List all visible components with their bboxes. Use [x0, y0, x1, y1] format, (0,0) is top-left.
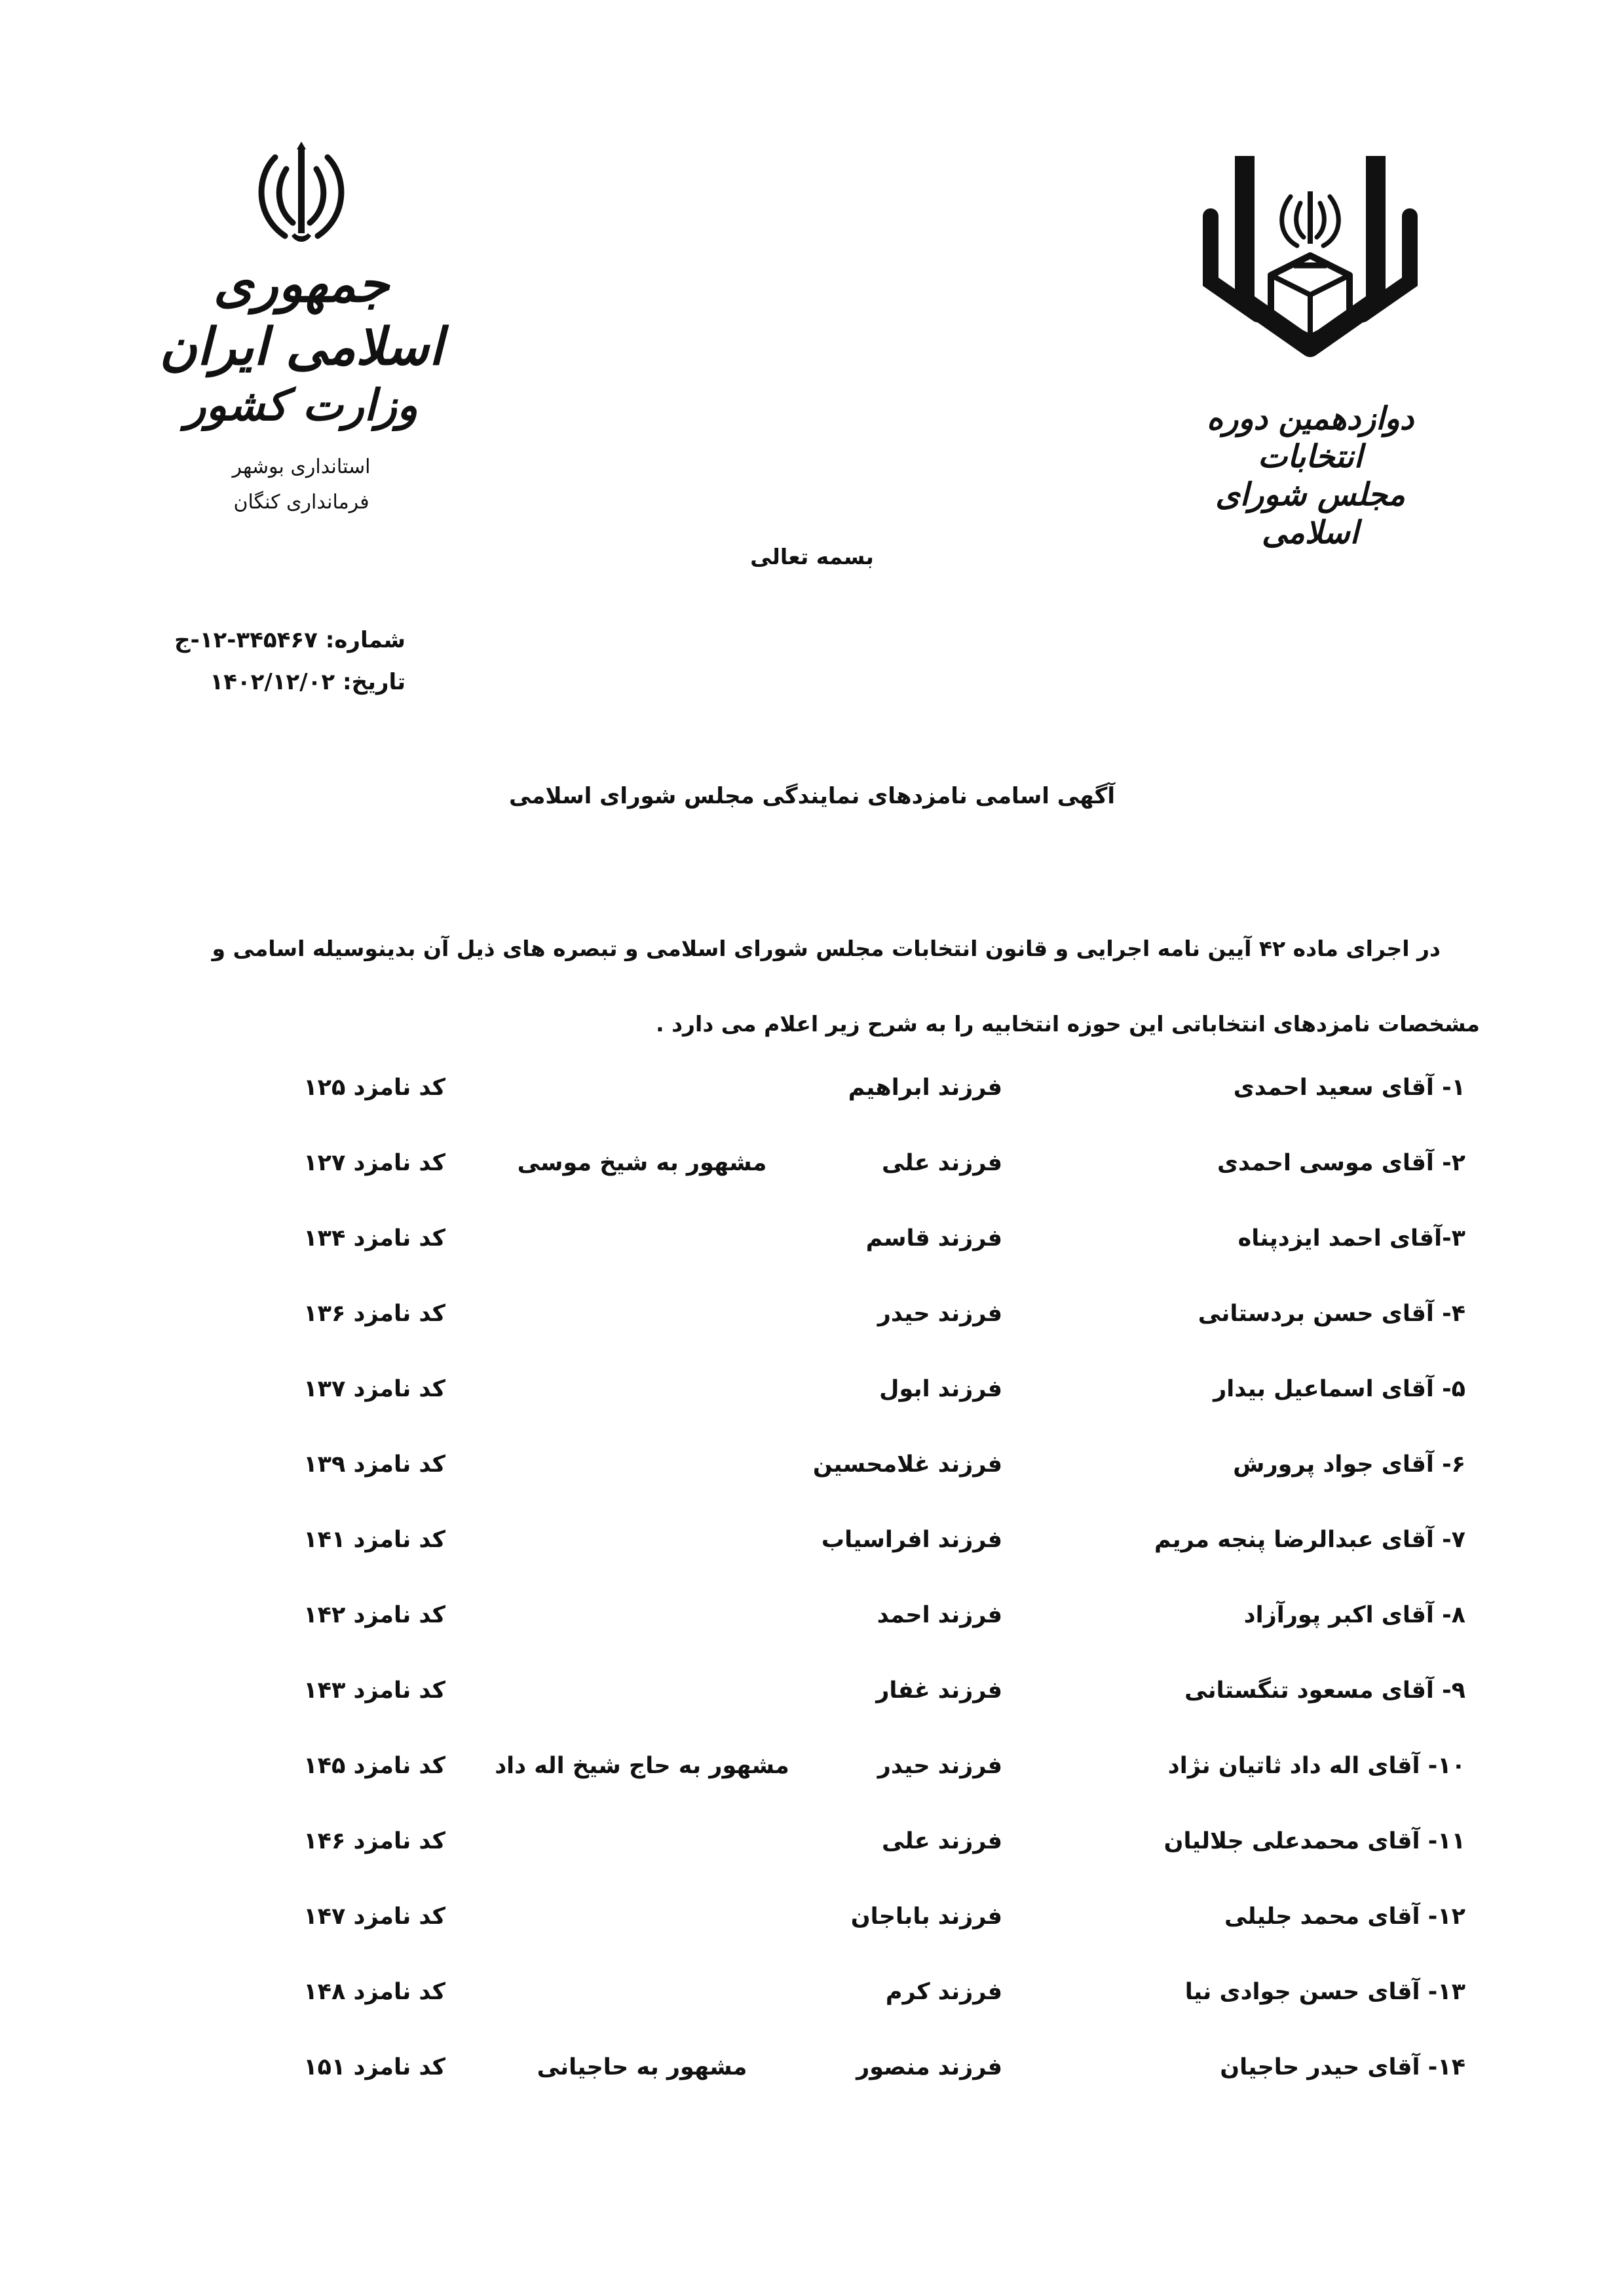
candidate-name: ۳-آقای احمد ایزدپناه — [1237, 1225, 1465, 1252]
intro-line-1: در اجرای ماده ۴۲ آیین نامه اجرایی و قانون انتخابات مجلس شورای اسلامی و تبصره های ذیل آن بدینوسیله اسامی و — [212, 936, 1441, 961]
candidate-code: کد نامزد ۱۴۱ — [303, 1527, 445, 1553]
candidate-father: فرزند غفار — [876, 1677, 1002, 1704]
candidate-name: ۵- آقای اسماعیل بیدار — [1213, 1376, 1465, 1402]
candidate-code: کد نامزد ۱۵۱ — [303, 2054, 445, 2080]
candidate-name: ۴- آقای حسن بردستانی — [1198, 1301, 1465, 1327]
candidate-father: فرزند علی — [882, 1150, 1002, 1176]
candidate-name: ۱- آقای سعید احمدی — [1233, 1075, 1465, 1101]
candidate-name: ۲- آقای موسی احمدی — [1217, 1150, 1465, 1176]
candidate-name: ۱۳- آقای حسن جوادی نیا — [1184, 1979, 1465, 2005]
candidate-father: فرزند حیدر — [877, 1301, 1002, 1327]
candidate-father: فرزند احمد — [877, 1602, 1002, 1628]
candidate-code: کد نامزد ۱۳۹ — [303, 1451, 445, 1478]
candidate-code: کد نامزد ۱۳۶ — [303, 1301, 445, 1327]
candidate-father: فرزند باباجان — [850, 1904, 1002, 1930]
candidate-list — [0, 1075, 1624, 2136]
candidate-code: کد نامزد ۱۴۶ — [303, 1828, 445, 1854]
candidate-father: فرزند کرم — [885, 1979, 1002, 2005]
ministry-header — [151, 138, 452, 520]
candidate-name: ۱۱- آقای محمدعلی جلالیان — [1163, 1828, 1465, 1854]
candidate-father: فرزند حیدر — [877, 1753, 1002, 1779]
candidate-name: ۱۲- آقای محمد جلیلی — [1224, 1904, 1465, 1930]
parliament-name: مجلس شورای اسلامی — [1215, 476, 1405, 551]
candidate-alias: مشهور به حاجیانی — [537, 2054, 747, 2080]
candidate-row — [0, 1602, 1624, 1648]
candidate-code: کد نامزد ۱۴۳ — [303, 1677, 445, 1704]
candidate-row — [0, 1451, 1624, 1497]
invocation: بسمه تعالی — [750, 544, 874, 569]
candidate-row — [0, 1904, 1624, 1949]
candidate-code: کد نامزد ۱۳۴ — [303, 1225, 445, 1252]
candidate-row — [0, 1075, 1624, 1120]
candidate-row — [0, 1225, 1624, 1271]
gov-title: جمهوری اسلامی ایران — [159, 254, 444, 377]
candidate-row — [0, 1677, 1624, 1723]
election-header — [1166, 151, 1454, 552]
intro-paragraph — [143, 911, 1480, 1062]
candidate-father: فرزند ابراهیم — [848, 1075, 1002, 1101]
candidate-father: فرزند منصور — [856, 2054, 1002, 2080]
candidate-code: کد نامزد ۱۴۲ — [303, 1602, 445, 1628]
candidate-code: کد نامزد ۱۴۷ — [303, 1904, 445, 1930]
candidate-father: فرزند ابول — [879, 1376, 1002, 1402]
election-emblem-icon — [1199, 151, 1422, 400]
letter-number: شماره: ۳۴۵۴۶۷-۱۲-ج — [174, 627, 406, 653]
letter-date: تاریخ: ۱۴۰۲/۱۲/۰۲ — [210, 669, 406, 695]
candidate-name: ۱۰- آقای اله داد ثاتیان نژاد — [1167, 1753, 1465, 1779]
candidate-alias: مشهور به حاج شیخ اله داد — [495, 1753, 789, 1779]
candidate-row — [0, 1979, 1624, 2025]
candidate-code: کد نامزد ۱۴۵ — [303, 1753, 445, 1779]
province-office: استانداری بوشهر — [232, 455, 371, 478]
candidate-row — [0, 1527, 1624, 1573]
ministry-title: وزارت کشور — [185, 379, 418, 430]
candidate-code: کد نامزد ۱۳۷ — [303, 1376, 445, 1402]
candidate-name: ۷- آقای عبدالرضا پنجه مریم — [1154, 1527, 1465, 1553]
candidate-name: ۸- آقای اکبر پورآزاد — [1243, 1602, 1465, 1628]
candidate-row — [0, 2054, 1624, 2100]
candidate-row — [0, 1150, 1624, 1196]
candidate-alias: مشهور به شیخ موسی — [517, 1150, 767, 1176]
candidate-name: ۶- آقای جواد پرورش — [1233, 1451, 1465, 1478]
letter-meta — [12, 619, 406, 703]
candidate-row — [0, 1828, 1624, 1874]
candidate-row — [0, 1376, 1624, 1422]
candidate-code: کد نامزد ۱۲۵ — [303, 1075, 445, 1101]
candidate-code: کد نامزد ۱۲۷ — [303, 1150, 445, 1176]
candidate-code: کد نامزد ۱۴۸ — [303, 1979, 445, 2005]
candidate-row — [0, 1301, 1624, 1347]
intro-line-2: مشخصات نامزدهای انتخاباتی این حوزه انتخابیه را به شرح زیر اعلام می دارد . — [656, 1011, 1480, 1037]
candidate-row — [0, 1753, 1624, 1799]
candidate-name: ۱۴- آقای حیدر حاجیان — [1220, 2054, 1465, 2080]
candidate-father: فرزند قاسم — [865, 1225, 1002, 1252]
election-period: دوازدهمین دوره انتخابات — [1206, 400, 1414, 475]
candidate-father: فرزند غلامحسین — [812, 1451, 1002, 1478]
county-office: فرمانداری کنگان — [233, 491, 369, 514]
iran-emblem-icon — [246, 138, 357, 249]
candidate-father: فرزند افراسیاب — [821, 1527, 1002, 1553]
candidate-father: فرزند علی — [882, 1828, 1002, 1854]
candidate-name: ۹- آقای مسعود تنگستانی — [1184, 1677, 1465, 1704]
document-title: آگهی اسامی نامزدهای نمایندگی مجلس شورای اسلامی — [508, 783, 1116, 809]
